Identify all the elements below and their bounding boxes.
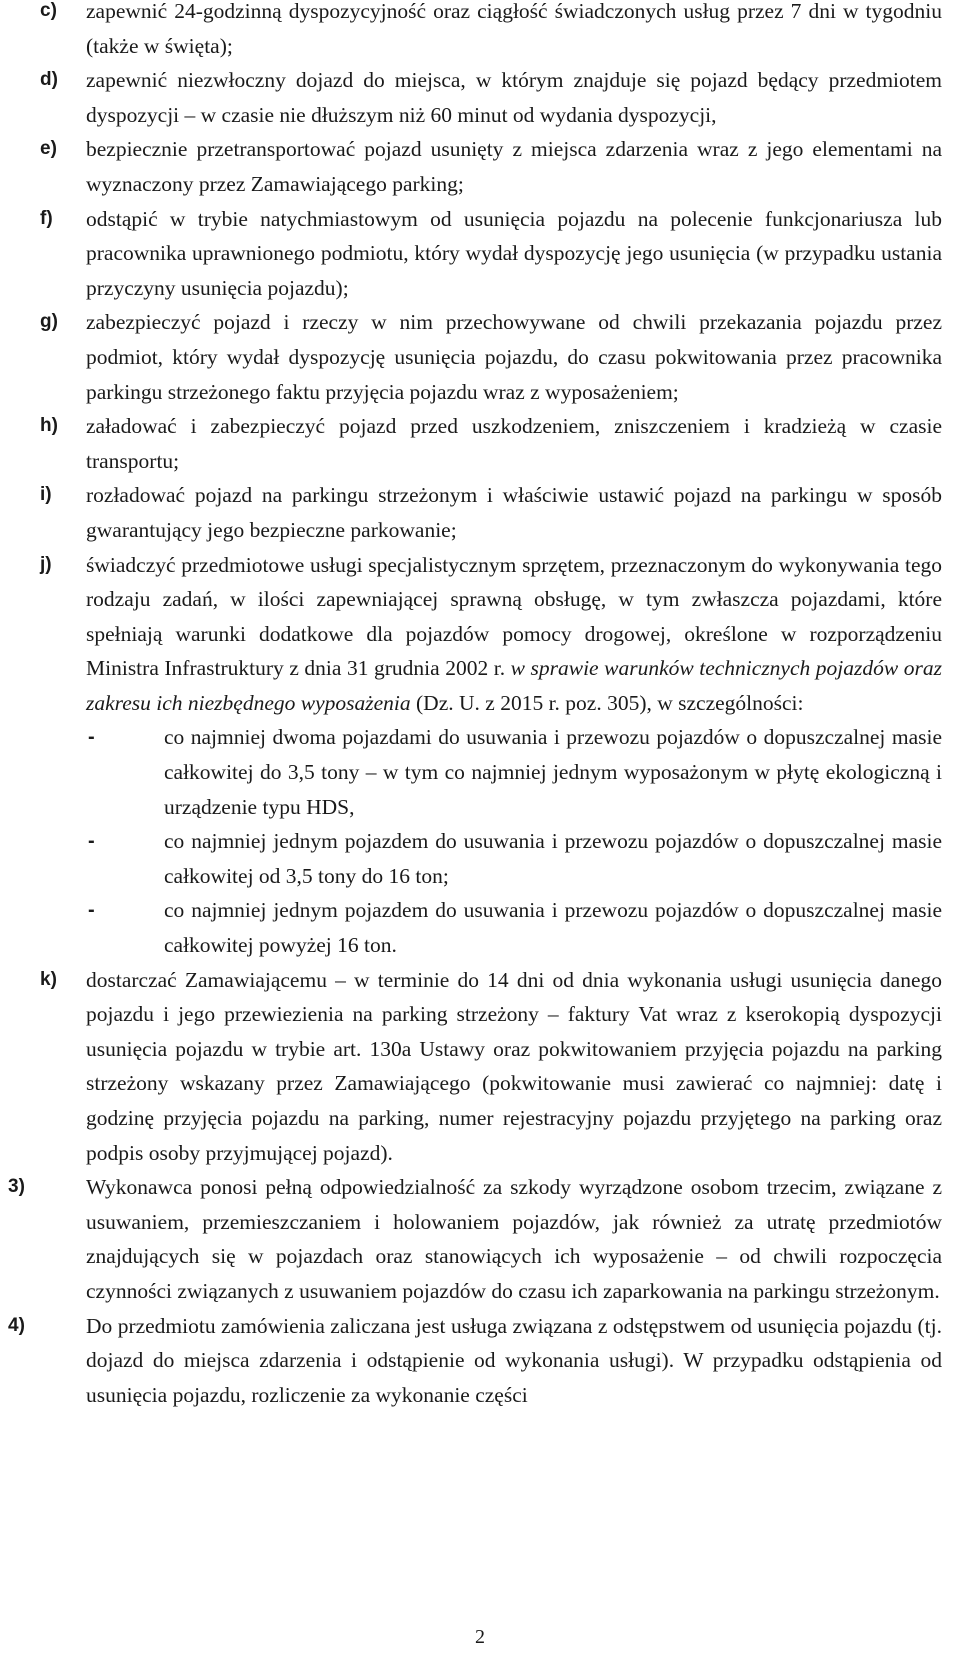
item-label: j) (40, 553, 52, 575)
list-item-j (40, 548, 942, 721)
list-item-g (40, 305, 942, 409)
item-label: c) (40, 0, 57, 21)
document-body (8, 0, 943, 1412)
list-item-d (40, 63, 942, 132)
item-text: świadczyć przedmiotowe usługi specjalistycznym sprzętem, przeznaczonym do wykonywania tego rodzaju zadań, w ilości zapewniającej sprawną obsługę, w tym zwłaszcza pojazdami, które spełniają warunki dodatkowe dla pojazdów pomocy drogowej, określone w rozporządzeniu Ministra Infrastruktury z dnia 31 grudnia 2002 r. (86, 552, 942, 681)
dash-marker: - (88, 830, 95, 853)
dash-text: co najmniej jednym pojazdem do usuwania i przewozu pojazdów o dopuszczalnej masie całkowitej powyżej 16 ton. (164, 898, 942, 958)
item-label: i) (40, 484, 52, 506)
dash-text: co najmniej jednym pojazdem do usuwania i przewozu pojazdów o dopuszczalnej masie całkowitej od 3,5 tony do 16 ton; (164, 829, 942, 888)
numbered-item-4 (8, 1309, 942, 1413)
dash-marker: - (88, 899, 95, 922)
item-label: h) (40, 415, 58, 437)
list-item-k (40, 963, 942, 1171)
list-item-c (40, 0, 942, 63)
item-text: zabezpieczyć pojazd i rzeczy w nim przechowywane od chwili przekazania pojazdu przez podmiot, który wydał dyspozycję usunięcia pojazdu, do czasu pokwitowania przez pracownika parkingu strzeżonego faktu przyjęcia pojazdu wraz z wyposażeniem; (86, 310, 942, 404)
list-item-e (40, 132, 942, 201)
list-item-i (40, 478, 942, 547)
dash-marker: - (88, 726, 95, 749)
item-text-citation: (Dz. U. z 2015 r. poz. 305), w szczególności: (416, 690, 804, 715)
item-text: Wykonawca ponosi pełną odpowiedzialność za szkody wyrządzone osobom trzecim, związane z usuwaniem, przemieszczaniem i holowaniem pojazdów, jak również za utratę przedmiotów znajdujących się w pojazdach oraz stanowiących ich wyposażenie – od chwili rozpoczęcia czynności związanych z usuwaniem pojazdów do czasu ich zaparkowania na parkingu strzeżonym. (86, 1175, 942, 1303)
item-text: rozładować pojazd na parkingu strzeżonym i właściwie ustawić pojazd na parkingu w sposób gwarantujący jego bezpieczne parkowanie; (86, 483, 942, 542)
item-text: załadować i zabezpieczyć pojazd przed uszkodzeniem, zniszczeniem i kradzieżą w czasie transportu; (86, 414, 942, 473)
item-label: 4) (8, 1314, 25, 1336)
item-label: d) (40, 69, 58, 91)
item-label: e) (40, 138, 57, 160)
item-text: odstąpić w trybie natychmiastowym od usunięcia pojazdu na polecenie funkcjonariusza lub pracownika uprawnionego podmiotu, który wydał dyspozycję jego usunięcia (w przypadku ustania przyczyny usunięcia pojazdu); (86, 206, 942, 300)
item-text: Do przedmiotu zamówienia zaliczana jest usługa związana z odstępstwem od usunięcia pojazdu (tj. dojazd do miejsca zdarzenia i odstąpienie od wykonania usługi). W przypadku odstąpienia od usunięcia pojazdu, rozliczenie za wykonanie części (86, 1313, 942, 1407)
dash-item (86, 893, 942, 962)
page-number: 2 (475, 1626, 485, 1648)
item-text: dostarczać Zamawiającemu – w terminie do 14 dni od dnia wykonania usługi usunięcia danego pojazdu i jego przewiezienia na parking strzeżony – faktury Vat wraz z kserokopią dyspozycji usunięcia pojazdu w trybie art. 130a Ustawy oraz pokwitowaniem przyjęcia pojazdu na parking strzeżony wskazany przez Zamawiającego (pokwitowanie musi zawierać co najmniej: datę i godzinę przyjęcia pojazdu na parking, numer rejestracyjny pojazdu przyjętego na parking oraz podpis osoby przyjmującej pojazd). (86, 967, 942, 1165)
item-label: g) (40, 311, 58, 333)
dash-item (86, 824, 942, 893)
item-text: zapewnić 24-godzinną dyspozycyjność oraz ciągłość świadczonych usług przez 7 dni w tygodniu (także w święta); (86, 0, 942, 58)
list-item-h (40, 409, 942, 478)
item-label: k) (40, 968, 57, 990)
item-label: 3) (8, 1176, 25, 1198)
dash-item (86, 720, 942, 824)
regulation-title: w sprawie warunków technicznych pojazdów oraz zakresu ich niezbędnego wyposażenia (86, 656, 943, 715)
numbered-item-3 (8, 1170, 942, 1308)
item-text: zapewnić niezwłoczny dojazd do miejsca, w którym znajduje się pojazd będący przedmiotem dyspozycji – w czasie nie dłuższym niż 60 minut od wydania dyspozycji, (86, 68, 942, 127)
dash-text: co najmniej dwoma pojazdami do usuwania i przewozu pojazdów o dopuszczalnej masie całkowitej do 3,5 tony – w tym co najmniej jednym wyposażonym w płytę ekologiczną i urządzenie typu HDS, (164, 725, 942, 819)
list-item-f (40, 202, 942, 306)
item-text: bezpiecznie przetransportować pojazd usunięty z miejsca zdarzenia wraz z jego elementami na wyznaczony przez Zamawiającego parking; (86, 137, 942, 196)
item-label: f) (40, 207, 53, 229)
